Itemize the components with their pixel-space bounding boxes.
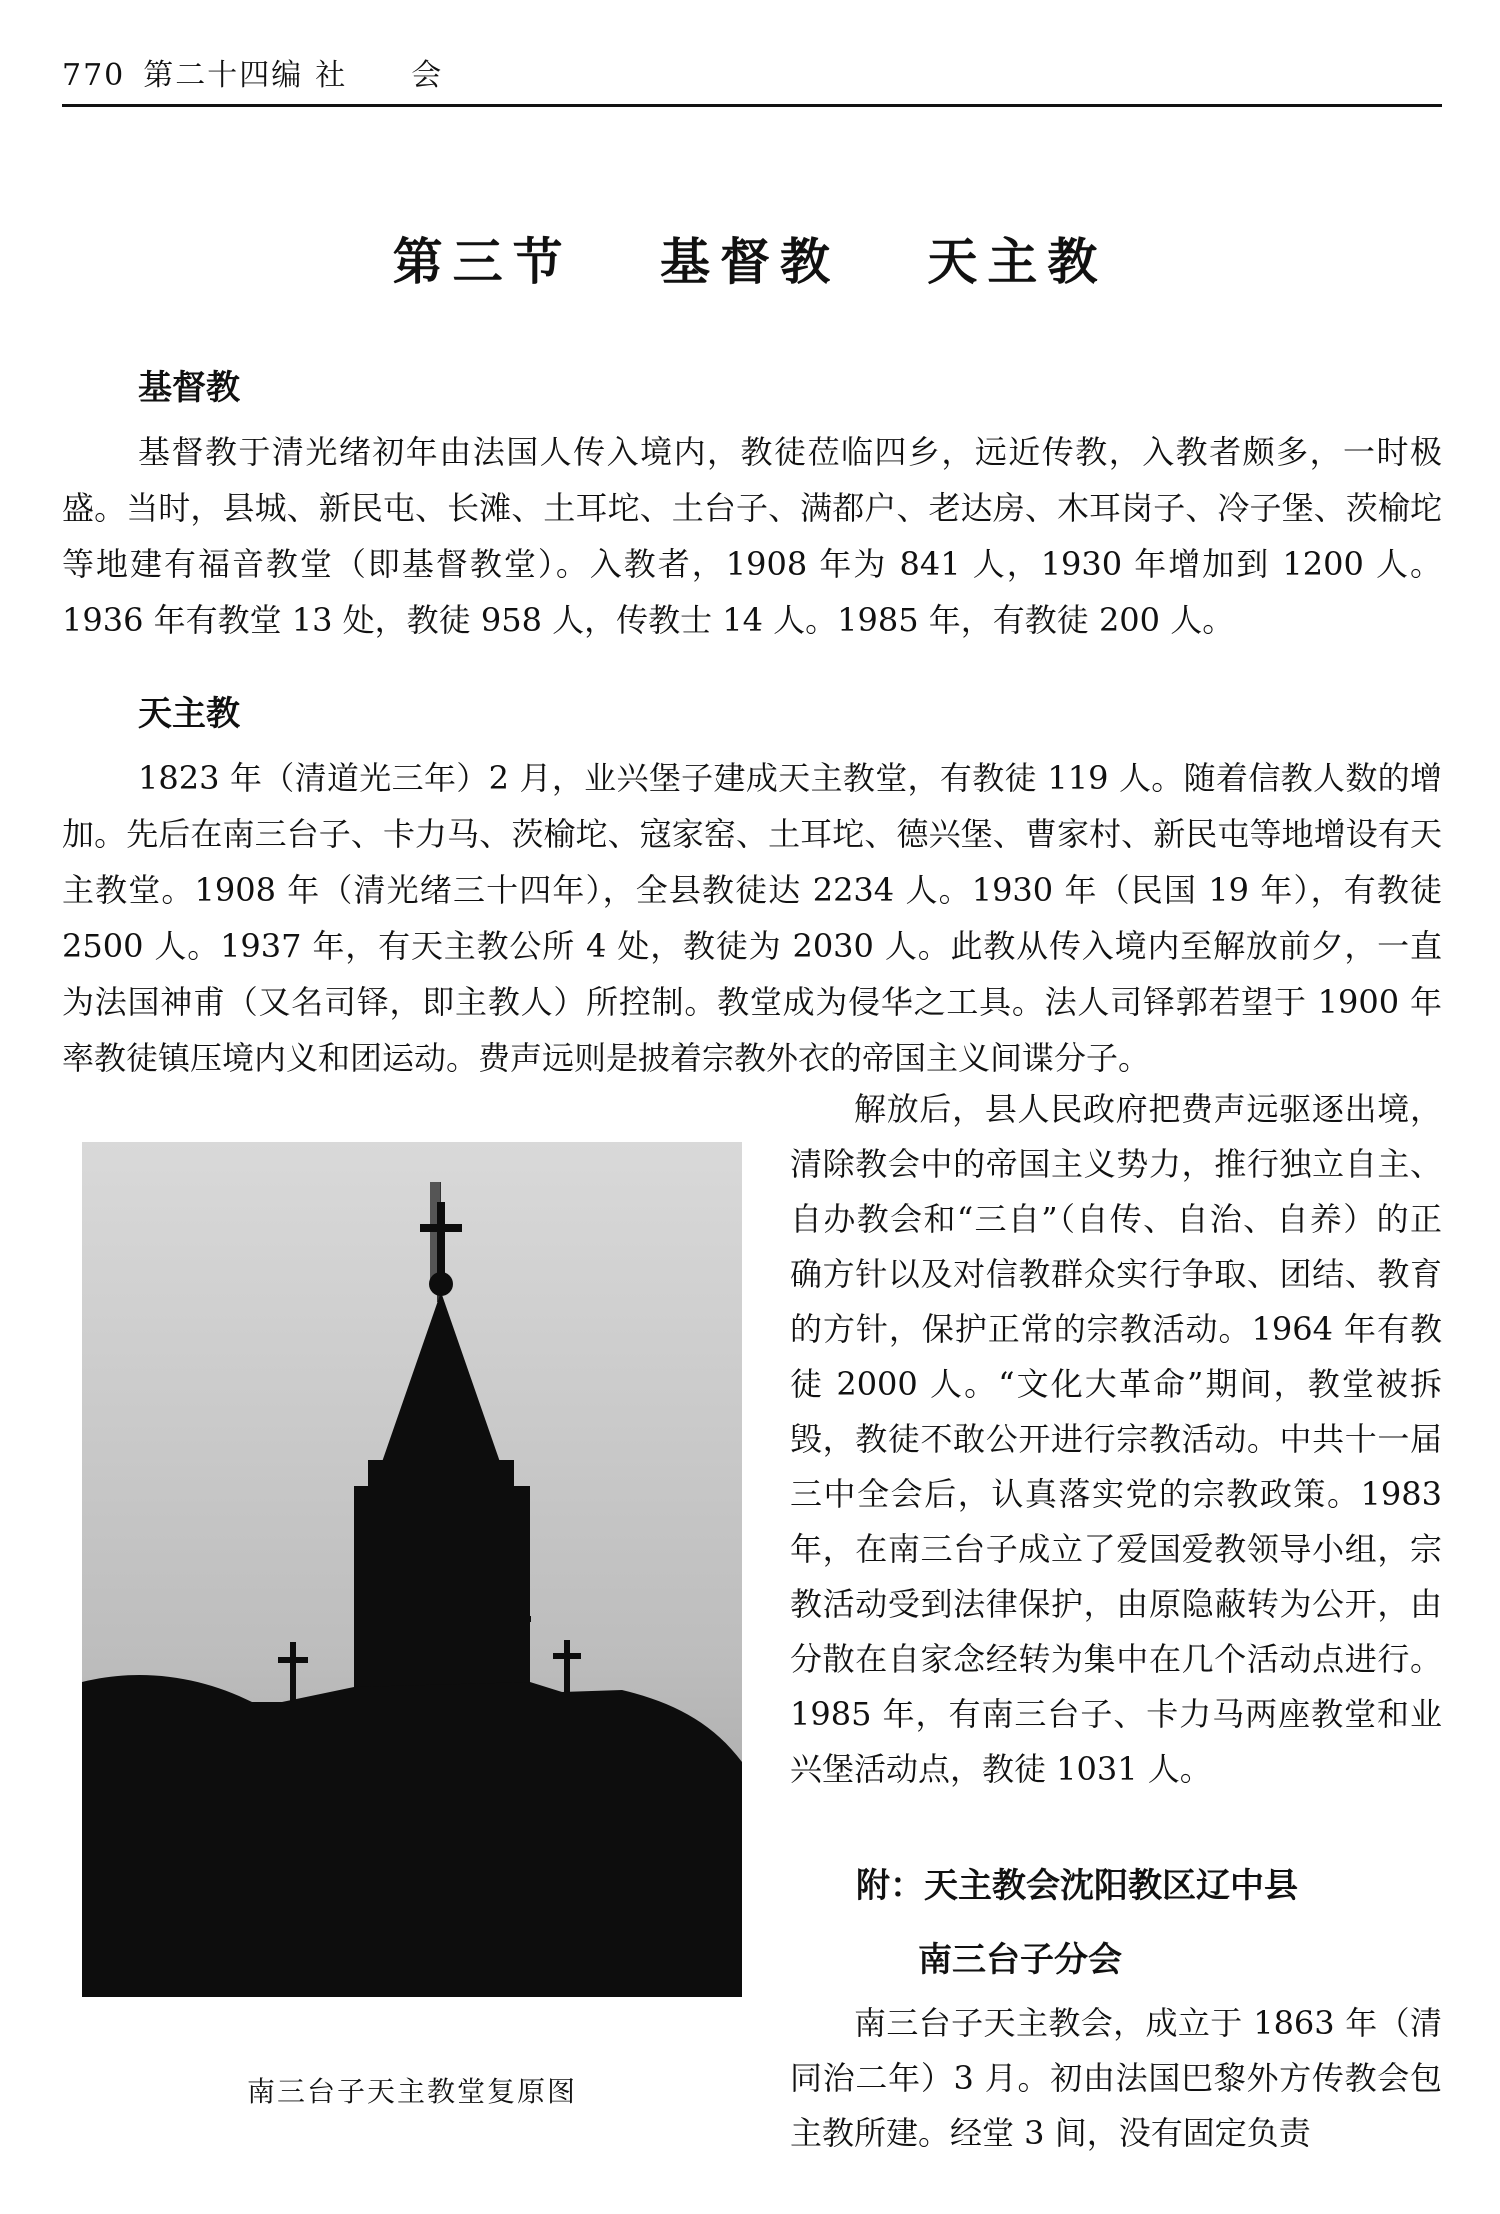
photo-caption: 南三台子天主教堂复原图 [246, 2075, 577, 2108]
page-title: 第三节 基督教 天主教 [392, 232, 1108, 291]
appendix-heading-line2: 南三台子分会 [918, 1940, 1122, 1980]
paragraph-after-liberation: 解放后，县人民政府把费声远驱逐出境，清除教会中的帝国主义势力，推行独立自主、自办教会和“三自”（自传、自治、自养）的正确方针以及对信教群众实行争取、团结、教育的方针，保护正常的宗教活动。1964 年有教徒 2000 人。“文化大革命”期间，教堂被拆毁，教徒不敢公开进行宗教活动。中共十一届三中全会后，认真落实党的宗教政策。1983 年，在南三台子成立了爱国爱教领导小组，宗教活动受到法律保护，由原隐蔽转为公开，由分散在自家念经转为集中在几个活动点进行。1985 年，有南三台子、卡力马两座教堂和业兴堡活动点，教徒 1031 人。 [790, 1090, 1442, 1788]
church-silhouette-image [82, 1142, 742, 1997]
volume-label: 第二十四编 [143, 58, 304, 93]
paragraph-appendix: 南三台子天主教会，成立于 1863 年（清同治二年）3 月。初由法国巴黎外方传教会包主教所建。经堂 3 间，没有固定负责 [790, 2004, 1442, 2152]
page-number: 770 [62, 58, 126, 93]
church-photo [82, 1142, 742, 1997]
heading-protestant: 基督教 [138, 368, 240, 408]
section-label: 社 会 [315, 58, 444, 93]
paragraph-catholic: 1823 年（清道光三年）2 月，业兴堡子建成天主教堂，有教徒 119 人。随着信教人数的增加。先后在南三台子、卡力马、茨榆坨、寇家窑、土耳坨、德兴堡、曹家村、新民屯等地增设有天主教堂。1908 年（清光绪三十四年），全县教徒达 2234 人。1930 年（民国 19 年），有教徒 2500 人。1937 年，有天主教公所 4 处，教徒为 2030 人。此教从传入境内至解放前夕，一直为法国神甫（又名司铎，即主教人）所控制。教堂成为侵华之工具。法人司铎郭若望于 1900 年率教徒镇压境内义和团运动。费声远则是披着宗教外衣的帝国主义间谍分子。 [62, 759, 1442, 1077]
paragraph-protestant: 基督教于清光绪初年由法国人传入境内，教徒莅临四乡，远近传教，入教者颇多，一时极盛。当时，县城、新民屯、长滩、土耳坨、土台子、满都户、老达房、木耳岗子、冷子堡、茨榆坨等地建有福音教堂（即基督教堂）。入教者，1908 年为 841 人，1930 年增加到 1200 人。1936 年有教堂 13 处，教徒 958 人，传教士 14 人。1985 年，有教徒 200 人。 [62, 433, 1442, 639]
running-header [62, 50, 1442, 94]
header-rule [62, 104, 1442, 107]
heading-catholic: 天主教 [138, 694, 240, 734]
appendix-heading-line1: 附：天主教会沈阳教区辽中县 [856, 1866, 1298, 1906]
